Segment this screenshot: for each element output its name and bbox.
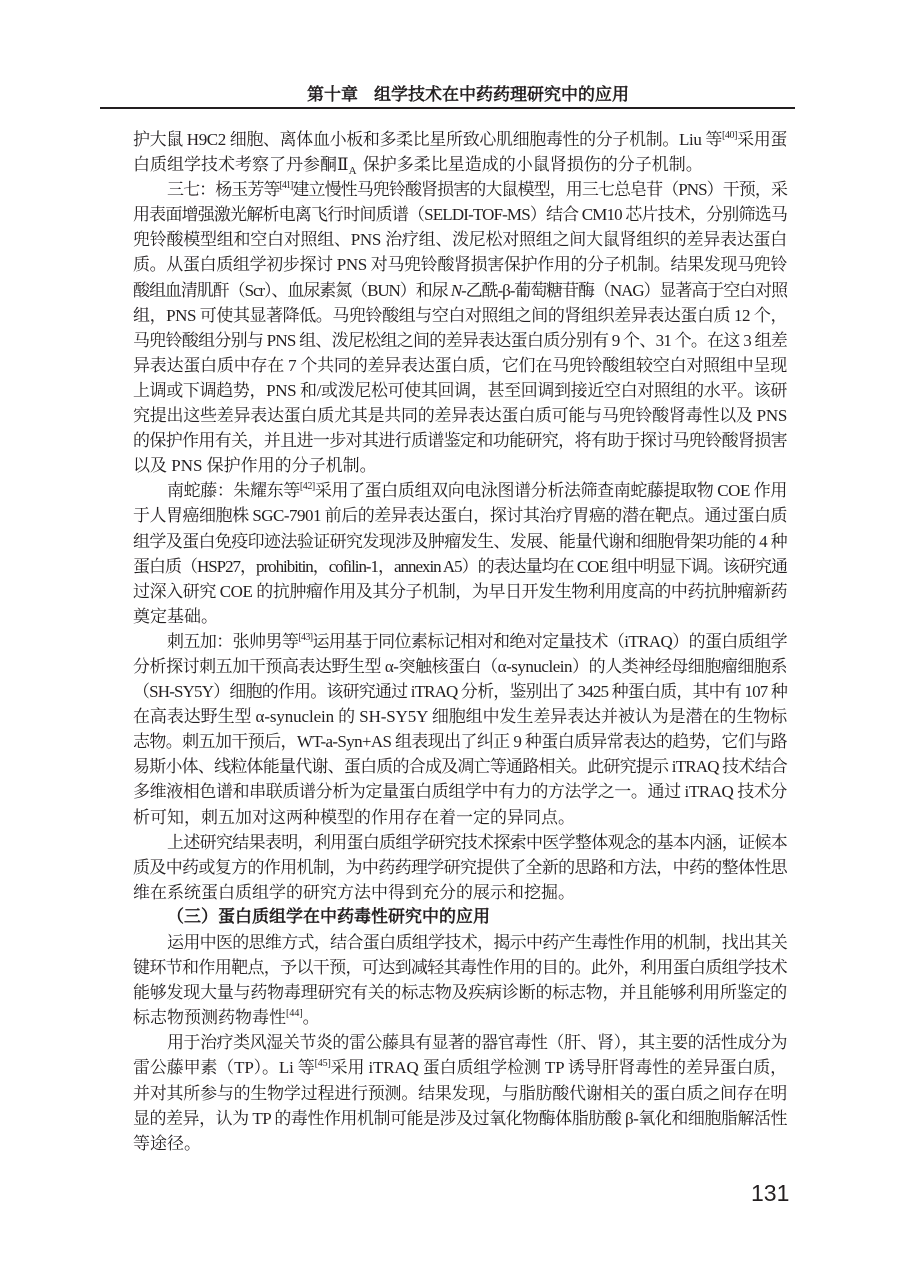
text-run: 采用蛋 [737, 130, 787, 149]
text-line [133, 905, 787, 930]
text-run: 酸组血清肌酐（Scr）、血尿素氮（BUN）和尿 [133, 280, 451, 300]
text-line [133, 1106, 787, 1131]
text-run: 质及中药或复方的作用机制，为中药药理学研究提供了全新的思路和方法，中药的整体性思 [133, 857, 787, 877]
text-line [133, 830, 787, 855]
line-content [133, 782, 787, 801]
body-paragraph [133, 629, 787, 830]
text-line [133, 704, 787, 729]
body-paragraph [133, 478, 787, 629]
text-run: 建立慢性马兜铃酸肾损害的大鼠模型，用三七总皂苷（PNS）干预，采 [292, 180, 787, 200]
text-run: 雷公藤甲素（TP）。Li 等 [133, 1058, 315, 1078]
text-line [133, 227, 787, 252]
text-line [133, 1030, 787, 1055]
body-paragraph [133, 830, 787, 905]
line-content [133, 1109, 787, 1128]
text-line [133, 529, 787, 554]
text-run: 显的差异，认为 TP 的毒性作用机制可能是涉及过氧化物酶体脂肪酸 β-氧化和细胞脂解活性 [133, 1108, 787, 1128]
line-content [133, 155, 703, 178]
line-content [133, 1134, 201, 1153]
citation-ref: [43] [298, 631, 313, 643]
text-run: 究提出这些差异表达蛋白质尤其是共同的差异表达蛋白质可能与马兜铃酸肾毒性以及 PNS [133, 406, 787, 426]
text-line [133, 779, 787, 804]
body-paragraph [133, 127, 787, 177]
text-run: 兜铃酸模型组和空白对照组、PNS 治疗组、泼尼松对照组之间大鼠肾组织的差异表达蛋白 [133, 230, 787, 250]
line-content [167, 180, 787, 199]
text-run: 异表达蛋白质中存在 7 个共同的差异表达蛋白质，它们在马兜铃酸组较空白对照组中呈现 [133, 355, 787, 375]
chapter-title: 组学技术在中药药理研究中的应用 [374, 85, 629, 105]
text-line [133, 152, 787, 177]
text-run: 分析探讨刺五加干预高表达野生型 α-突触核蛋白（α-synuclein）的人类神经母细胞瘤细胞系 [133, 656, 787, 676]
line-content [133, 1084, 787, 1103]
text-run: 以及 PNS 保护作用的分子机制。 [133, 456, 377, 476]
line-content [133, 281, 787, 300]
text-line [133, 503, 787, 528]
text-run: 于人胃癌细胞株 SGC-7901 前后的差异表达蛋白，探讨其治疗胃癌的潜在靶点。通过蛋白质 [133, 506, 787, 526]
text-line [133, 252, 787, 277]
text-run: 上述研究结果表明，利用蛋白质组学研究技术探索中医学整体观念的基本内涵，证候本 [167, 832, 787, 852]
line-content [133, 381, 787, 400]
text-run: 运用中医的思维方式，结合蛋白质组学技术，揭示中药产生毒性作用的机制，找出其关 [167, 933, 787, 952]
text-line [133, 378, 787, 403]
text-line [133, 754, 787, 779]
line-content [167, 1033, 787, 1052]
citation-ref: [45] [314, 1058, 331, 1070]
text-line [133, 127, 787, 152]
text-run: 组学及蛋白免疫印迹法验证研究发现涉及肿瘤发生、发展、能量代谢和细胞骨架功能的 4 种 [133, 531, 787, 551]
line-content [133, 858, 787, 877]
line-content [133, 557, 787, 576]
text-line [133, 202, 787, 227]
text-run: （三）蛋白质组学在中药毒性研究中的应用 [167, 906, 490, 927]
text-run: 保护多柔比星造成的小鼠肾损伤的分子机制。 [358, 155, 703, 175]
text-line [133, 353, 787, 378]
line-content [133, 356, 787, 375]
text-line [133, 403, 787, 428]
citation-ref: [40] [721, 130, 738, 141]
line-content [133, 431, 787, 450]
text-run: 运用基于同位素标记相对和绝对定量技术（iTRAQ）的蛋白质组学 [312, 631, 787, 651]
text-run: 过深入研究 COE 的抗肿瘤作用及其分子机制，为早日开发生物利用度高的中药抗肿瘤新药 [133, 581, 787, 601]
text-run: 采用了蛋白质组双向电泳图谱分析法筛查南蛇藤提取物 COE 作用 [314, 481, 787, 501]
text-run: 标志物预测药物毒性 [133, 1008, 286, 1028]
text-line [133, 1131, 787, 1156]
line-content [133, 757, 787, 776]
text-run: 多维液相色谱和串联质谱分析为定量蛋白质组学中有力的方法学之一。通过 iTRAQ 技术分 [133, 782, 787, 802]
text-run: 白质组学技术考察了丹参酮Ⅱ [133, 155, 349, 175]
text-line [133, 278, 787, 303]
text-line [133, 604, 787, 629]
text-run: 等途径。 [133, 1133, 201, 1153]
line-content [133, 732, 787, 751]
text-line [133, 303, 787, 328]
text-line [133, 805, 787, 830]
line-content [133, 883, 575, 902]
line-content [133, 532, 787, 551]
line-content [133, 808, 575, 827]
text-run: 奠定基础。 [133, 606, 218, 626]
text-run: 蛋白质（HSP27，prohibitin，cofilin-1，annexin A5）的表达量均在 COE 组中明显下调。该研究通 [133, 556, 787, 576]
line-content [167, 481, 787, 500]
body-paragraph [133, 930, 787, 1030]
text-line [133, 1005, 787, 1030]
text-line [133, 930, 787, 955]
text-line [133, 679, 787, 704]
running-header [307, 84, 629, 106]
text-run: 易斯小体、线粒体能量代谢、蛋白质的合成及凋亡等通路相关。此研究提示 iTRAQ 技术结合 [133, 757, 787, 777]
text-run: 析可知，刺五加对这两种模型的作用存在着一定的异同点。 [133, 807, 575, 827]
text-run: 并对其所参与的生物学过程进行预测。结果发现，与脂肪酸代谢相关的蛋白质之间存在明 [133, 1083, 787, 1103]
line-content [133, 607, 218, 626]
text-run: 键环节和作用靶点，予以干预，可达到减轻其毒性作用的目的。此外，利用蛋白质组学技术 [133, 958, 787, 978]
text-run: 用于治疗类风湿关节炎的雷公藤具有显著的器官毒性（肝、肾），其主要的活性成分为 [167, 1033, 787, 1053]
body-paragraph [133, 177, 787, 478]
line-content [133, 456, 377, 475]
chapter-label: 第十章 [307, 85, 358, 105]
line-content [133, 582, 787, 601]
line-content [133, 958, 787, 977]
text-run: 的保护作用有关，并且进一步对其进行质谱鉴定和功能研究，将有助于探讨马兜铃酸肾损害 [133, 431, 787, 451]
text-line [133, 955, 787, 980]
line-content [133, 205, 787, 224]
body-text [133, 127, 787, 1156]
text-run: 采用 iTRAQ 蛋白质组学检测 TP 诱导肝肾毒性的差异蛋白质， [330, 1058, 787, 1078]
body-paragraph [133, 1030, 787, 1155]
text-run: 维在系统蛋白质组学的研究方法中得到充分的展示和挖掘。 [133, 882, 575, 902]
text-run: 上调或下调趋势，PNS 和/或泼尼松可使其回调，甚至回调到接近空白对照组的水平。该研 [133, 380, 787, 400]
line-content [133, 406, 787, 425]
text-line [133, 855, 787, 880]
line-content [133, 331, 787, 350]
text-line [133, 629, 787, 654]
text-line [133, 880, 787, 905]
text-run: -乙酰-β-葡萄糖苷酶（NAG）显著高于空白对照 [461, 280, 787, 300]
citation-ref: [44] [286, 1008, 303, 1020]
text-line [133, 177, 787, 202]
line-content [133, 682, 787, 701]
text-line [133, 729, 787, 754]
section-heading [133, 905, 787, 930]
line-content [133, 983, 787, 1002]
text-run: 护大鼠 H9C2 细胞、离体血小板和多柔比星所致心肌细胞毒性的分子机制。Liu 等 [133, 130, 722, 149]
text-line [133, 654, 787, 679]
text-run: 志物。刺五加干预后，WT-a-Syn+AS 组表现出了纠正 9 种蛋白质异常表达的趋势，它们与路 [133, 732, 787, 752]
text-line [133, 328, 787, 353]
line-content [133, 506, 787, 525]
text-run: 在高表达野生型 α-synuclein 的 SH-SY5Y 细胞组中发生差异表达并被认为是潜在的生物标 [133, 707, 787, 727]
text-line [133, 554, 787, 579]
text-line [133, 453, 787, 478]
line-content [167, 833, 787, 852]
line-content [167, 933, 787, 952]
text-line [133, 579, 787, 604]
text-run: 刺五加：张帅男等 [167, 631, 299, 651]
text-line [133, 428, 787, 453]
text-line [133, 1055, 787, 1080]
line-content [133, 230, 787, 249]
text-run: （SH-SY5Y）细胞的作用。该研究通过 iTRAQ 分析，鉴别出了 3425 种蛋白质，其中有 107 种 [133, 682, 787, 702]
header-rule [100, 107, 795, 109]
line-content [133, 707, 787, 726]
italic-run: N [450, 280, 462, 300]
subscript: A [348, 165, 357, 178]
line-content [133, 657, 787, 676]
line-content [167, 632, 787, 651]
line-content [133, 1008, 320, 1027]
text-run: 南蛇藤：朱耀东等 [167, 481, 300, 501]
text-run: 能够发现大量与药物毒理研究有关的标志物及疾病诊断的标志物，并且能够利用所鉴定的 [133, 983, 787, 1003]
line-content [133, 306, 787, 325]
line-content [133, 130, 787, 149]
line-content [133, 255, 787, 274]
text-line [133, 1081, 787, 1106]
line-content [167, 907, 490, 927]
page-number: 131 [751, 1180, 790, 1206]
text-run: 三七：杨玉芳等 [167, 180, 280, 200]
citation-ref: [41] [279, 180, 293, 192]
text-run: 。 [302, 1008, 320, 1028]
text-run: 质。从蛋白质组学初步探讨 PNS 对马兜铃酸肾损害保护作用的分子机制。结果发现马兜铃 [133, 255, 787, 275]
text-line [133, 478, 787, 503]
line-content [133, 1058, 787, 1077]
text-line [133, 980, 787, 1005]
text-run: 马兜铃酸组分别与 PNS 组、泼尼松组之间的差异表达蛋白质分别有 9 个、31 个。在这 3 组差 [133, 330, 787, 350]
text-run: 用表面增强激光解析电离飞行时间质谱（SELDI-TOF-MS）结合 CM10 芯片技术，分别筛选马 [133, 205, 787, 225]
citation-ref: [42] [299, 481, 315, 493]
text-run: 组，PNS 可使其显著降低。马兜铃酸组与空白对照组之间的肾组织差异表达蛋白质 12 个， [133, 305, 787, 325]
